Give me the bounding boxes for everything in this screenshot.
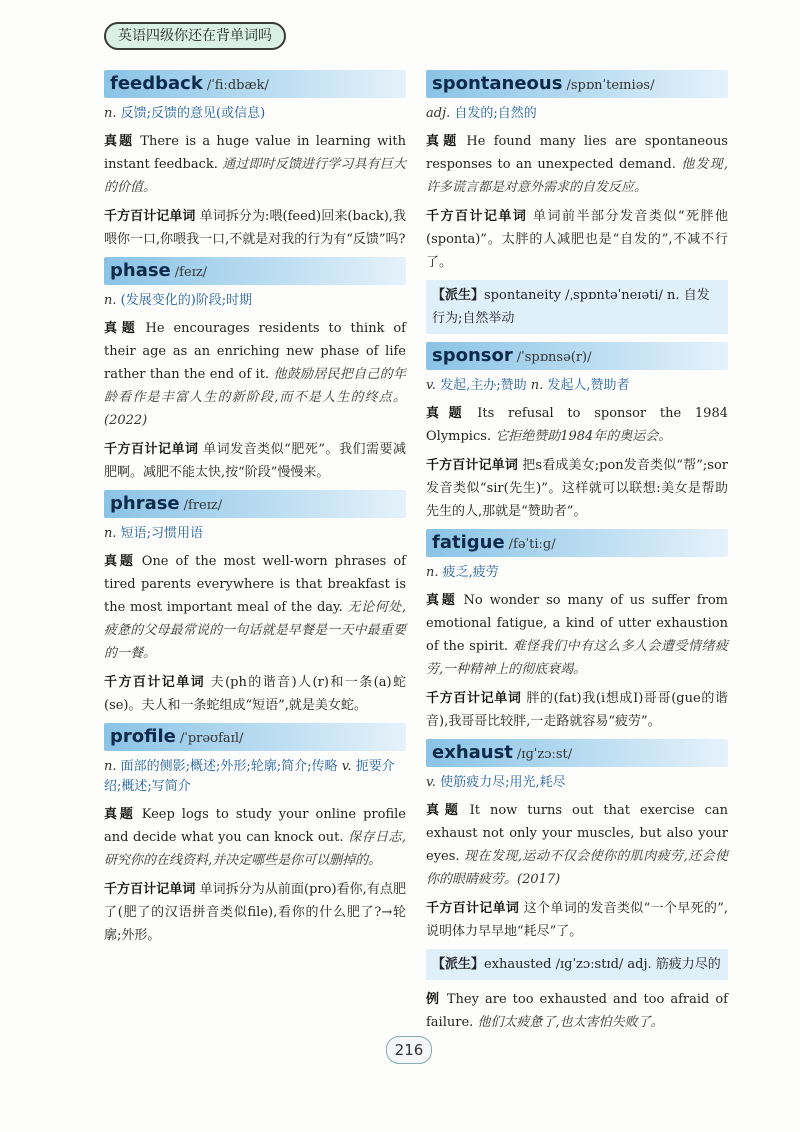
entry-heading	[104, 723, 406, 751]
definition-text: 疲乏,疲劳	[442, 565, 499, 580]
derivative-text: spontaneity /ˌspɒntəˈneɪəti/ n. 自发行为;自然举动	[432, 288, 710, 326]
exam-label: 真题	[426, 134, 461, 149]
memory-tip	[426, 687, 728, 733]
phonetic: /feɪz/	[174, 265, 208, 280]
memory-label: 千方百计记单词	[104, 442, 199, 457]
phonetic: /ˈfiːdbæk/	[206, 78, 269, 93]
example-english: It now turns out that exercise can exhaust not only your muscles, but also your eyes.	[426, 803, 728, 864]
example-sentence	[104, 317, 406, 432]
part-of-speech: n.	[426, 565, 439, 580]
definition-text: 反馈;反馈的意见(或信息)	[120, 106, 266, 121]
example-sentence	[104, 130, 406, 199]
entry-heading	[426, 342, 728, 370]
memory-label: 千方百计记单词	[426, 209, 528, 224]
example-chinese: 保存日志,研究你的在线资料,并决定哪些是你可以删掉的。	[104, 830, 407, 868]
example-english: He encourages residents to think of their age as an enriching new phase of life rather than the end of it.	[104, 321, 406, 382]
phonetic: /ɪɡˈzɔːst/	[516, 747, 573, 762]
example-chinese: 现在发现,运动不仅会使你的肌肉疲劳,还会使你的眼睛疲劳。(2017)	[426, 849, 729, 887]
derivative	[426, 949, 728, 980]
memory-label: 千方百计记单词	[426, 901, 520, 916]
memory-text: 单词发音类似“肥死”。我们需要减肥啊。减肥不能太快,按“阶段”慢慢来。	[104, 442, 406, 480]
memory-tip	[104, 205, 406, 251]
example-sentence	[104, 550, 406, 665]
example-english: Keep logs to study your online profile and decide what you can knock out.	[104, 807, 406, 845]
headword: exhaust	[432, 742, 513, 763]
word-entry	[104, 257, 406, 484]
right-column	[426, 70, 728, 1040]
example-sentence	[104, 803, 406, 872]
example-chinese: 难怪我们中有这么多人会遭受情绪疲劳,一种精神上的彻底衰竭。	[426, 639, 728, 677]
memory-label: 千方百计记单词	[426, 458, 518, 473]
part-of-speech: n.	[104, 759, 117, 774]
extra-example	[426, 988, 728, 1034]
part-of-speech: n.	[530, 378, 544, 393]
entry-heading	[426, 739, 728, 767]
part-of-speech: v.	[426, 775, 436, 790]
exam-label: 真题	[104, 134, 135, 149]
example-english: There is a huge value in learning with instant feedback.	[104, 134, 406, 172]
word-entry	[104, 490, 406, 717]
definition-text: 使筋疲力尽;用光,耗尽	[440, 775, 566, 790]
definition	[104, 757, 406, 797]
exam-label: 真题	[426, 593, 458, 608]
definition-text: 自发的;自然的	[454, 106, 537, 121]
memory-text: 把s看成美女;pon发音类似“帮”;sor发音类似“sir(先生)”。这样就可以联想:美女是帮助先生的人,那就是“赞助者”。	[426, 458, 728, 519]
memory-tip	[104, 878, 406, 947]
memory-tip	[426, 454, 728, 523]
headword: phrase	[110, 493, 180, 514]
example-chinese: 通过即时反馈进行学习具有巨大的价值。	[104, 157, 406, 195]
headword: profile	[110, 726, 176, 747]
definition-text: 发起人,赞助者	[547, 378, 630, 393]
page-number: 216	[386, 1036, 432, 1064]
definition	[426, 376, 728, 396]
memory-label: 千方百计记单词	[104, 675, 206, 690]
headword: spontaneous	[432, 73, 563, 94]
definition-text: (发展变化的)阶段;时期	[120, 293, 253, 308]
memory-text: 单词前半部分发音类似“死胖他(sponta)”。太胖的人减肥也是“自发的”,不减不行了。	[426, 209, 728, 270]
example-label: 例	[426, 992, 441, 1007]
memory-tip	[426, 897, 728, 943]
example-english: Its refusal to sponsor the 1984 Olympics.	[426, 406, 728, 444]
example-sentence	[426, 130, 728, 199]
example-chinese: 他鼓励居民把自己的年龄看作是丰富人生的新阶段,而不是人生的终点。(2022)	[104, 367, 406, 428]
headword: phase	[110, 260, 171, 281]
entry-heading	[426, 529, 728, 557]
definition-text: 面部的侧影;概述;外形;轮廓;简介;传略	[120, 759, 338, 774]
entry-heading	[104, 490, 406, 518]
word-entry	[104, 70, 406, 251]
derivative-text: exhausted /ɪɡˈzɔːstɪd/ adj. 筋疲力尽的	[484, 957, 721, 972]
example-english: One of the most well-worn phrases of tired parents everywhere is that breakfast is the most important meal of the day.	[104, 554, 406, 615]
example-sentence	[426, 799, 728, 891]
part-of-speech: n.	[104, 106, 117, 121]
definition	[426, 104, 728, 124]
part-of-speech: v.	[426, 378, 436, 393]
example-chinese: 它拒绝赞助1984年的奥运会。	[495, 429, 672, 444]
phonetic: /ˈspɒnsə(r)/	[516, 350, 592, 365]
derivative	[426, 280, 728, 334]
word-entry	[426, 529, 728, 733]
memory-label: 千方百计记单词	[104, 209, 196, 224]
memory-text: 夫(ph的谐音)人(r)和一条(a)蛇(se)。夫人和一条蛇组成“短语”,就是美女蛇。	[104, 675, 406, 713]
exam-label: 真题	[426, 406, 472, 421]
part-of-speech: adj.	[426, 106, 451, 121]
example-chinese: 无论何处,疲惫的父母最常说的一句话就是早餐是一天中最重要的一餐。	[104, 600, 407, 661]
phonetic: /spɒnˈteɪniəs/	[566, 78, 655, 93]
word-entry	[426, 70, 728, 334]
phonetic: /freɪz/	[183, 498, 223, 513]
memory-tip	[426, 205, 728, 274]
definition	[426, 773, 728, 793]
memory-label: 千方百计记单词	[104, 882, 196, 897]
word-entry	[426, 342, 728, 523]
part-of-speech: v.	[341, 759, 352, 774]
definition	[104, 104, 406, 124]
memory-text: 这个单词的发音类似“一个早死的”,说明体力早早地“耗尽”了。	[426, 901, 728, 939]
memory-tip	[104, 671, 406, 717]
example-english: He found many lies are spontaneous responses to an unexpected demand.	[426, 134, 728, 172]
word-entry	[104, 723, 406, 947]
memory-text: 胖的(fat)我(i想成I)哥哥(gue的谐音),我哥哥比较胖,一走路就容易“疲劳”。	[426, 691, 728, 729]
definition	[104, 524, 406, 544]
example-english: No wonder so many of us suffer from emotional fatigue, a kind of utter exhaustion of the spirit.	[426, 593, 728, 654]
definition-text: 扼要介绍;概述;写简介	[104, 759, 395, 794]
example-sentence	[426, 589, 728, 681]
exam-label: 真题	[104, 807, 136, 822]
definition-text: 短语;习惯用语	[120, 526, 204, 541]
word-entry	[426, 739, 728, 1034]
memory-text: 单词拆分为:喂(feed)回来(back),我喂你一口,你喂我一口,不就是对我的行为有“反馈”吗?	[104, 209, 406, 247]
definition	[426, 563, 728, 583]
derivative-label: 【派生】	[432, 957, 485, 972]
memory-tip	[104, 438, 406, 484]
headword: fatigue	[432, 532, 505, 553]
derivative-label: 【派生】	[432, 288, 485, 303]
example-sentence	[426, 402, 728, 448]
part-of-speech: n.	[104, 293, 117, 308]
phonetic: /fəˈtiːɡ/	[508, 537, 556, 552]
headword: sponsor	[432, 345, 513, 366]
headword: feedback	[110, 73, 203, 94]
phonetic: /ˈprəʊfaɪl/	[179, 731, 244, 746]
exam-label: 真题	[104, 321, 140, 336]
book-title-tag: 英语四级你还在背单词吗	[104, 22, 286, 50]
entry-heading	[426, 70, 728, 98]
exam-label: 真题	[426, 803, 464, 818]
part-of-speech: n.	[104, 526, 117, 541]
entry-heading	[104, 70, 406, 98]
memory-label: 千方百计记单词	[426, 691, 522, 706]
left-column	[104, 70, 406, 953]
example-chinese: 他发现,许多谎言都是对意外需求的自发反应。	[426, 157, 728, 195]
example-chinese: 他们太疲惫了,也太害怕失败了。	[477, 1015, 664, 1030]
definition-text: 发起,主办;赞助	[440, 378, 527, 393]
example-english: They are too exhausted and too afraid of failure.	[426, 992, 728, 1030]
definition	[104, 291, 406, 311]
entry-heading	[104, 257, 406, 285]
exam-label: 真题	[104, 554, 136, 569]
memory-text: 单词拆分为从前面(pro)看你,有点肥了(肥了的汉语拼音类似file),看你的什么肥了?→轮廓;外形。	[104, 882, 406, 943]
